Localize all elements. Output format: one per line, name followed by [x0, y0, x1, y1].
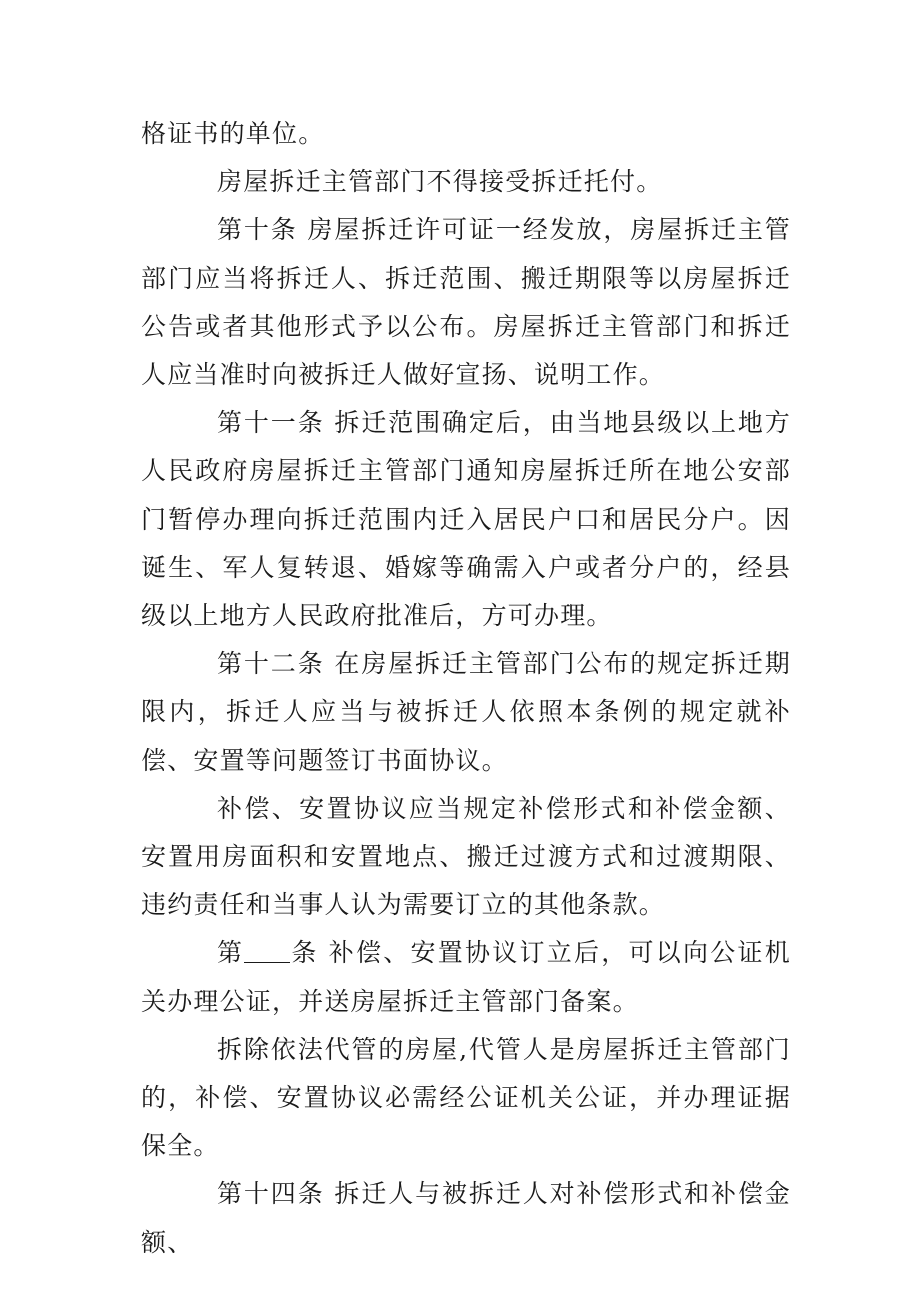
paragraph-compensation-terms: 补偿、安置协议应当规定补偿形式和补偿金额、安置用房面积和安置地点、搬迁过渡方式和过渡期限、违约责任和当事人认为需要订立的其他条款。: [141, 793, 791, 920]
article-12: 第十二条 在房屋拆迁主管部门公布的规定拆迁期限内，拆迁人应当与被拆迁人依照本条例的规定就补偿、安置等问题签订书面协议。: [141, 649, 791, 775]
document-body: [141, 110, 791, 1267]
article-14: 第十四条 拆迁人与被拆迁人对补偿形式和补偿金额、: [141, 1179, 791, 1257]
article-10: 第十条 房屋拆迁许可证一经发放，房屋拆迁主管部门应当将拆迁人、拆迁范围、搬迁期限等以房屋拆迁公告或者其他形式予以公布。房屋拆迁主管部门和拆迁人应当准时向被拆迁人做好宣扬、说明工作。: [141, 215, 791, 390]
paragraph-custody-demolition: 拆除依法代管的房屋,代管人是房屋拆迁主管部门的，补偿、安置协议必需经公证机关公证，并办理证据保全。: [141, 1034, 791, 1161]
paragraph-2: 房屋拆迁主管部门不得接受拆迁托付。: [217, 167, 663, 197]
article-13-prefix: 第: [217, 938, 245, 968]
blank-underline: [244, 936, 290, 963]
article-11: 第十一条 拆迁范围确定后，由当地县级以上地方人民政府房屋拆迁主管部门通知房屋拆迁所在地公安部门暂停办理向拆迁范围内迁入居民户口和居民分户。因诞生、军人复转退、婚嫁等确需入户或者分户的，经县级以上地方人民政府批准后，方可办理。: [141, 408, 791, 631]
article-13: [141, 929, 791, 1025]
article-13-body: 条 补偿、安置协议订立后，可以向公证机关办理公证，并送房屋拆迁主管部门备案。: [141, 938, 792, 1016]
paragraph-1: 格证书的单位。: [141, 119, 325, 148]
